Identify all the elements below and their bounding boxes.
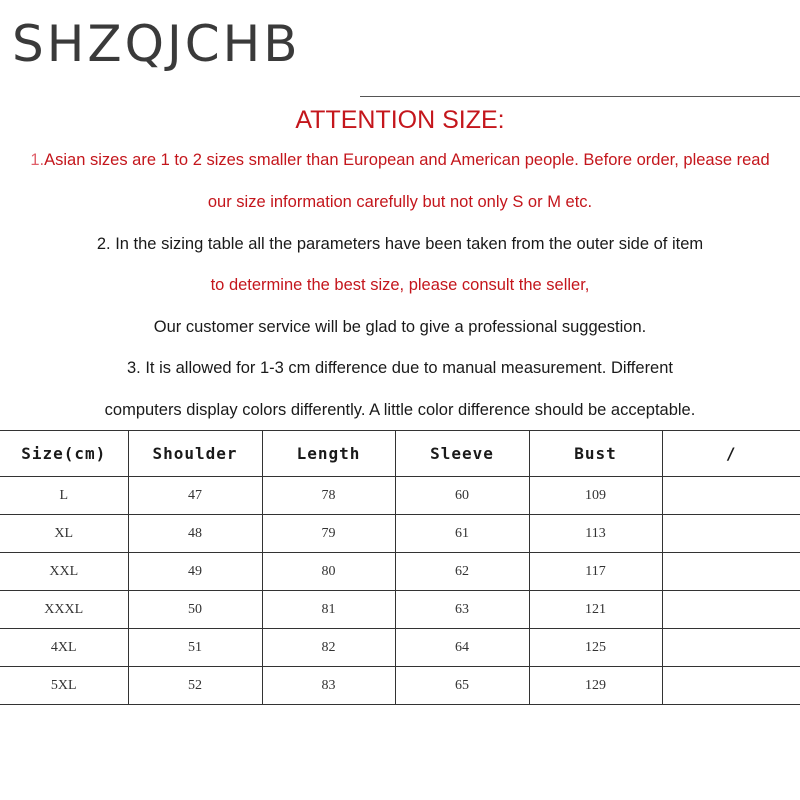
header-sleeve: Sleeve (395, 431, 529, 477)
table-row (0, 667, 800, 705)
size-table (0, 430, 800, 705)
cell-shoulder: 50 (128, 591, 262, 629)
cell-sleeve: 63 (395, 591, 529, 629)
cell-bust: 109 (529, 477, 662, 515)
cell-sleeve: 61 (395, 515, 529, 553)
cell-size: 5XL (0, 667, 128, 705)
cell-size: XXL (0, 553, 128, 591)
note-line-2: our size information carefully but not only S or M etc. (207, 193, 593, 211)
cell-length: 81 (262, 591, 395, 629)
note-line-7: computers display colors differently. A little color difference should be acceptable. (104, 401, 696, 419)
cell-length: 79 (262, 515, 395, 553)
cell-shoulder: 51 (128, 629, 262, 667)
note-line-1-number: 1. (30, 151, 45, 169)
table-row (0, 477, 800, 515)
cell-extra (662, 629, 800, 667)
cell-bust: 121 (529, 591, 662, 629)
note-line-1-text: Asian sizes are 1 to 2 sizes smaller than European and American people. Before order, please read (44, 151, 770, 169)
cell-extra (662, 667, 800, 705)
table-row (0, 629, 800, 667)
cell-extra (662, 591, 800, 629)
cell-length: 83 (262, 667, 395, 705)
cell-sleeve: 62 (395, 553, 529, 591)
cell-bust: 129 (529, 667, 662, 705)
note-line-5: Our customer service will be glad to give a professional suggestion. (153, 318, 647, 336)
cell-length: 82 (262, 629, 395, 667)
note-line-1 (0, 149, 800, 171)
cell-bust: 117 (529, 553, 662, 591)
cell-shoulder: 48 (128, 515, 262, 553)
cell-sleeve: 65 (395, 667, 529, 705)
header-slash: / (662, 431, 800, 477)
cell-length: 80 (262, 553, 395, 591)
note-line-4: to determine the best size, please consult the seller, (210, 276, 590, 294)
cell-extra (662, 515, 800, 553)
cell-bust: 125 (529, 629, 662, 667)
cell-extra (662, 553, 800, 591)
cell-bust: 113 (529, 515, 662, 553)
table-row (0, 515, 800, 553)
brand-logo-text: SHZQJCHB (12, 15, 301, 73)
size-table-header-row (0, 431, 800, 477)
cell-shoulder: 52 (128, 667, 262, 705)
brand-divider (360, 96, 800, 97)
header-shoulder: Shoulder (128, 431, 262, 477)
header-size: Size(cm) (0, 431, 128, 477)
header-length: Length (262, 431, 395, 477)
cell-size: XL (0, 515, 128, 553)
header-bust: Bust (529, 431, 662, 477)
table-row (0, 553, 800, 591)
attention-heading: ATTENTION SIZE: (295, 106, 505, 134)
cell-shoulder: 49 (128, 553, 262, 591)
cell-size: XXXL (0, 591, 128, 629)
cell-size: 4XL (0, 629, 128, 667)
cell-size: L (0, 477, 128, 515)
note-line-3: 2. In the sizing table all the parameters have been taken from the outer side of item (96, 235, 704, 253)
cell-sleeve: 64 (395, 629, 529, 667)
cell-sleeve: 60 (395, 477, 529, 515)
cell-shoulder: 47 (128, 477, 262, 515)
cell-length: 78 (262, 477, 395, 515)
cell-extra (662, 477, 800, 515)
note-line-6: 3. It is allowed for 1-3 cm difference due to manual measurement. Different (127, 359, 673, 377)
table-row (0, 591, 800, 629)
